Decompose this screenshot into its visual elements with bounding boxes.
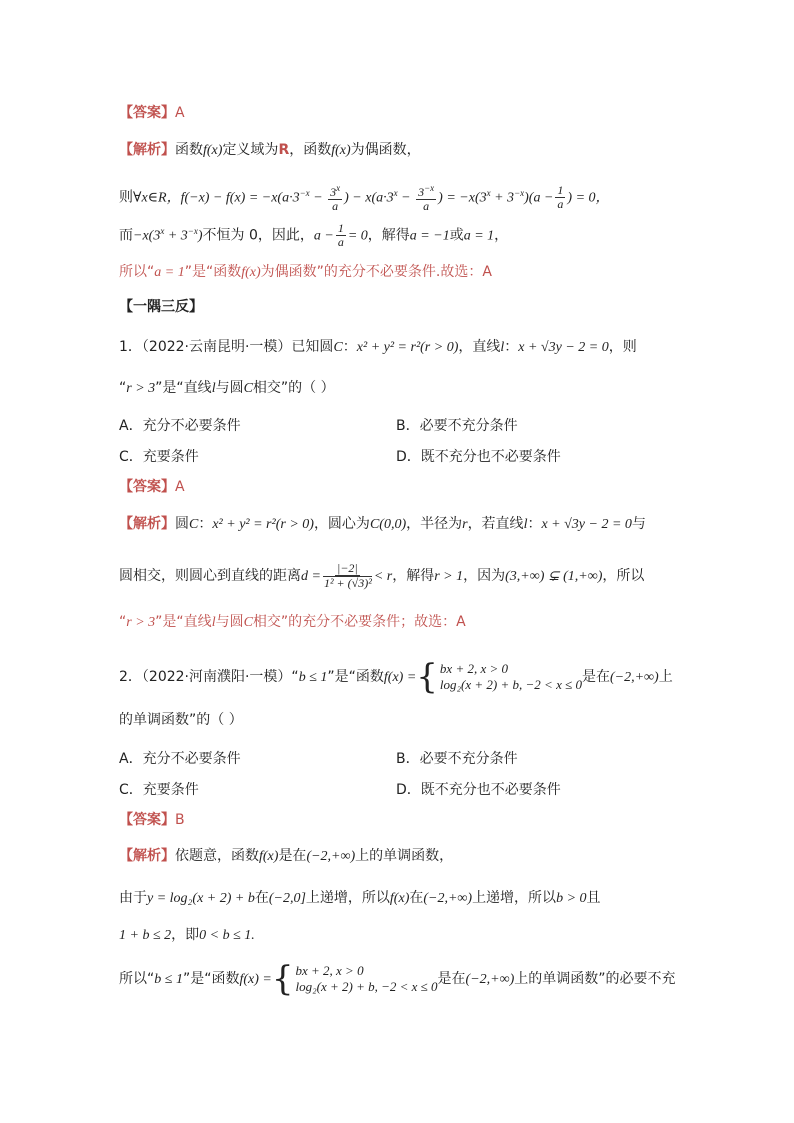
math: f(x) [331, 143, 351, 158]
math: r > 3 [126, 615, 156, 630]
text: 则 [119, 189, 133, 206]
text: 或 [449, 227, 464, 244]
piecewise: { bx + 2, x > 0 log₂(x + 2) + b, −2 < x ≤ 0 [271, 959, 438, 999]
q2-analysis-line-3 [119, 925, 255, 946]
text: 为偶函数， [350, 142, 421, 158]
text: 而 [119, 227, 133, 244]
math: b > 0 [556, 891, 587, 906]
math: 1 + b ≤ 2 [119, 928, 172, 943]
answer-line-1 [119, 103, 185, 123]
math: a = 1 [463, 228, 495, 244]
math: −x(3 [133, 228, 161, 244]
q1-option-a[interactable]: A．充分不必要条件 [119, 418, 241, 434]
text: 是在 [278, 848, 307, 864]
answer-value: A [175, 105, 185, 121]
math: d = [301, 569, 321, 584]
section-title: 【一隅三反】 [119, 299, 203, 315]
math: ) − x(a·3 [344, 190, 394, 206]
text: 与圆 [215, 380, 244, 396]
exp: −x [424, 183, 435, 193]
den: a [337, 235, 344, 250]
math: l [523, 517, 528, 532]
math: f(x) [389, 891, 410, 906]
math: x² + y² = r²(r > 0) [356, 340, 459, 355]
math: a − [313, 228, 334, 244]
fraction [328, 182, 342, 213]
q2-analysis-line-2 [119, 888, 601, 909]
text: ，函数 [289, 142, 332, 158]
distance-fraction: $\frac{|-2|}{\text{1² + (√3)²}}$ [323, 561, 372, 590]
text: ，则 [608, 339, 637, 355]
math: < r [373, 569, 393, 584]
analysis-line-2 [119, 182, 610, 213]
math: 0 < b ≤ 1. [199, 928, 255, 943]
exponent: −x [187, 226, 198, 236]
math: C [243, 615, 253, 630]
math: l [211, 615, 216, 630]
text: 上的单调函数， [355, 848, 454, 864]
text: ”是“直线 [155, 380, 212, 396]
text: 不恒为 0，因此， [202, 227, 314, 244]
text: ”是“直线 [155, 614, 212, 630]
math: (3,+∞) ⊊ (1,+∞) [505, 569, 603, 584]
math: ) = 0， [567, 190, 610, 206]
text: ，解得 [367, 227, 410, 244]
math: C [243, 381, 253, 396]
text: 相交”的（ ） [252, 380, 335, 396]
q1-option-d[interactable]: D．既不充分也不必要条件 [396, 449, 561, 465]
math: r > 3 [126, 381, 156, 396]
conclusion-line-1 [119, 262, 492, 283]
math: )(a − [524, 190, 554, 206]
text: ”是“函数 [327, 669, 384, 685]
text: ，因为 [463, 568, 506, 584]
text: “ [119, 380, 127, 396]
q2-option-b[interactable]: B．必要不充分条件 [396, 751, 518, 767]
analysis-tag: 【解析】 [119, 516, 175, 532]
math: f(x) = [239, 972, 272, 987]
text: 2．（2022·河南濮阳·一模）“ [119, 669, 299, 685]
analysis-line-1 [119, 140, 421, 161]
q2-stem-line-2: 的单调函数”的（ ） [119, 712, 243, 728]
exponent: x [486, 187, 491, 198]
q1-stem-line-1 [119, 337, 637, 358]
q1-analysis-line-2 [119, 562, 644, 590]
q2-option-a[interactable]: A．充分不必要条件 [119, 751, 241, 767]
math: x + √3y − 2 = 0 [518, 340, 609, 355]
den: a [332, 199, 339, 213]
text: 在 [409, 890, 424, 906]
analysis-tag: 【解析】 [119, 142, 175, 158]
text: 与圆 [215, 614, 244, 630]
text: 相交”的充分不必要条件；故选：A [252, 614, 466, 630]
text: ，即 [171, 927, 200, 943]
math: x + √3y − 2 = 0 [541, 517, 632, 532]
answer-value: A [175, 479, 185, 495]
math: (−2,+∞) [465, 972, 515, 987]
den: a [423, 199, 430, 213]
math: b ≤ 1 [298, 670, 328, 685]
text: 圆相交，则圆心到直线的距离 [119, 568, 301, 584]
text: 圆 [175, 516, 189, 532]
answer-tag: 【答案】 [119, 479, 175, 495]
math: f(x) [259, 849, 279, 864]
math: − [309, 190, 327, 206]
math: a = 1 [154, 265, 185, 280]
case-1: bx + 2, x > 0 [439, 661, 509, 676]
q1-analysis-line-1 [119, 514, 646, 535]
math: C [189, 517, 199, 532]
exponent: x [393, 187, 398, 198]
analysis-line-3 [119, 221, 508, 249]
math: x² + y² = r²(r > 0) [212, 517, 314, 532]
math: (−2,+∞) [306, 849, 356, 864]
exponent: x [160, 226, 165, 236]
q2-option-d[interactable]: D．既不充分也不必要条件 [396, 782, 561, 798]
fraction [416, 182, 436, 213]
math: (−2,+∞) [423, 891, 473, 906]
den: 1² + (√3)² [323, 576, 372, 590]
fraction: $\frac{1}{a}$ [557, 183, 564, 211]
text: 1．（2022·云南昆明·一模）已知圆 [119, 339, 334, 355]
text: 且 [586, 890, 601, 906]
math: C [333, 340, 343, 355]
text: ，解得 [392, 568, 435, 584]
num: 3 [418, 185, 425, 199]
q1-option-c[interactable]: C．充要条件 [119, 449, 199, 465]
answer-tag: 【答案】 [119, 812, 175, 828]
case-2: log₂(x + 2) + b, −2 < x ≤ 0 [295, 979, 438, 994]
q2-stem-line-1 [119, 658, 673, 697]
fraction: $\frac{1}{a}$ [337, 221, 344, 250]
text: ”是“函数 [184, 264, 242, 280]
q2-answer-line [119, 810, 185, 830]
text: 上 [658, 669, 673, 685]
math: f(x) [241, 265, 261, 280]
analysis-tag: 【解析】 [119, 848, 175, 864]
math: a = −1 [409, 228, 450, 244]
text: ： [527, 516, 542, 532]
num: 3 [330, 185, 337, 199]
case-2: log₂(x + 2) + b, −2 < x ≤ 0 [439, 677, 582, 692]
den: a [557, 197, 564, 211]
math: (−2,0] [268, 891, 306, 906]
text: 定义域为 [222, 142, 279, 158]
math: C(0,0) [369, 517, 407, 532]
text: 在 [254, 890, 269, 906]
real-set: R [278, 142, 290, 158]
text: 与 [631, 516, 646, 532]
q1-option-b[interactable]: B．必要不充分条件 [396, 418, 518, 434]
text: 函数 [175, 142, 203, 158]
math: ∀x∈R，f(−x) − f(x) = −x(a·3 [133, 190, 300, 206]
q1-conclusion [119, 612, 466, 633]
text: 是在 [581, 669, 610, 685]
text: ，半径为 [406, 516, 463, 532]
text: 是在 [437, 971, 466, 987]
text: “ [119, 614, 127, 630]
text: ： [342, 339, 357, 355]
q2-option-c[interactable]: C．充要条件 [119, 782, 199, 798]
math: f(x) = [383, 670, 417, 685]
math: ) = −x(3 [438, 190, 487, 206]
q2-analysis-line-1 [119, 846, 453, 867]
text: 上递增，所以 [305, 890, 390, 906]
math: + 3 [164, 228, 188, 244]
text: 上递增，所以 [472, 890, 557, 906]
text: ，直线 [458, 339, 501, 355]
case-1: bx + 2, x > 0 [295, 963, 364, 978]
text: ，圆心为 [313, 516, 370, 532]
math: y = log₂(x + 2) + b [147, 891, 255, 906]
text: ，若直线 [467, 516, 524, 532]
math: r [462, 517, 468, 532]
q1-answer-line [119, 477, 185, 497]
text: 依题意，函数 [175, 848, 259, 864]
text: 上的单调函数”的必要不充 [514, 971, 676, 987]
text: 所以“ [119, 264, 155, 280]
math: r > 1 [434, 569, 464, 584]
text: ， [494, 227, 509, 244]
math: + 3 [490, 190, 515, 206]
math: f(x) [203, 143, 223, 158]
math: = 0 [347, 228, 368, 244]
exponent: −x [299, 187, 310, 198]
text: 为偶函数”的充分不必要条件.故选：A [260, 264, 492, 280]
text: ，所以 [602, 568, 645, 584]
text: ： [198, 516, 213, 532]
math: − [397, 190, 415, 206]
answer-tag: 【答案】 [119, 105, 175, 121]
math: b ≤ 1 [154, 972, 183, 987]
math: l [211, 381, 216, 396]
math: ) [197, 228, 203, 244]
math: l [500, 340, 505, 355]
piecewise: { bx + 2, x > 0 log₂(x + 2) + b, −2 < x ≤ 0 [416, 657, 582, 697]
q1-stem-line-2 [119, 378, 335, 399]
text: 由于 [119, 890, 147, 906]
text: 所以“ [119, 971, 155, 987]
answer-value: B [175, 812, 185, 828]
exponent: −x [514, 187, 525, 198]
q2-conclusion [119, 960, 676, 999]
text: ”是“函数 [182, 971, 240, 987]
text: ： [504, 339, 519, 355]
math: (−2,+∞) [609, 670, 659, 685]
exp: x [336, 183, 341, 193]
